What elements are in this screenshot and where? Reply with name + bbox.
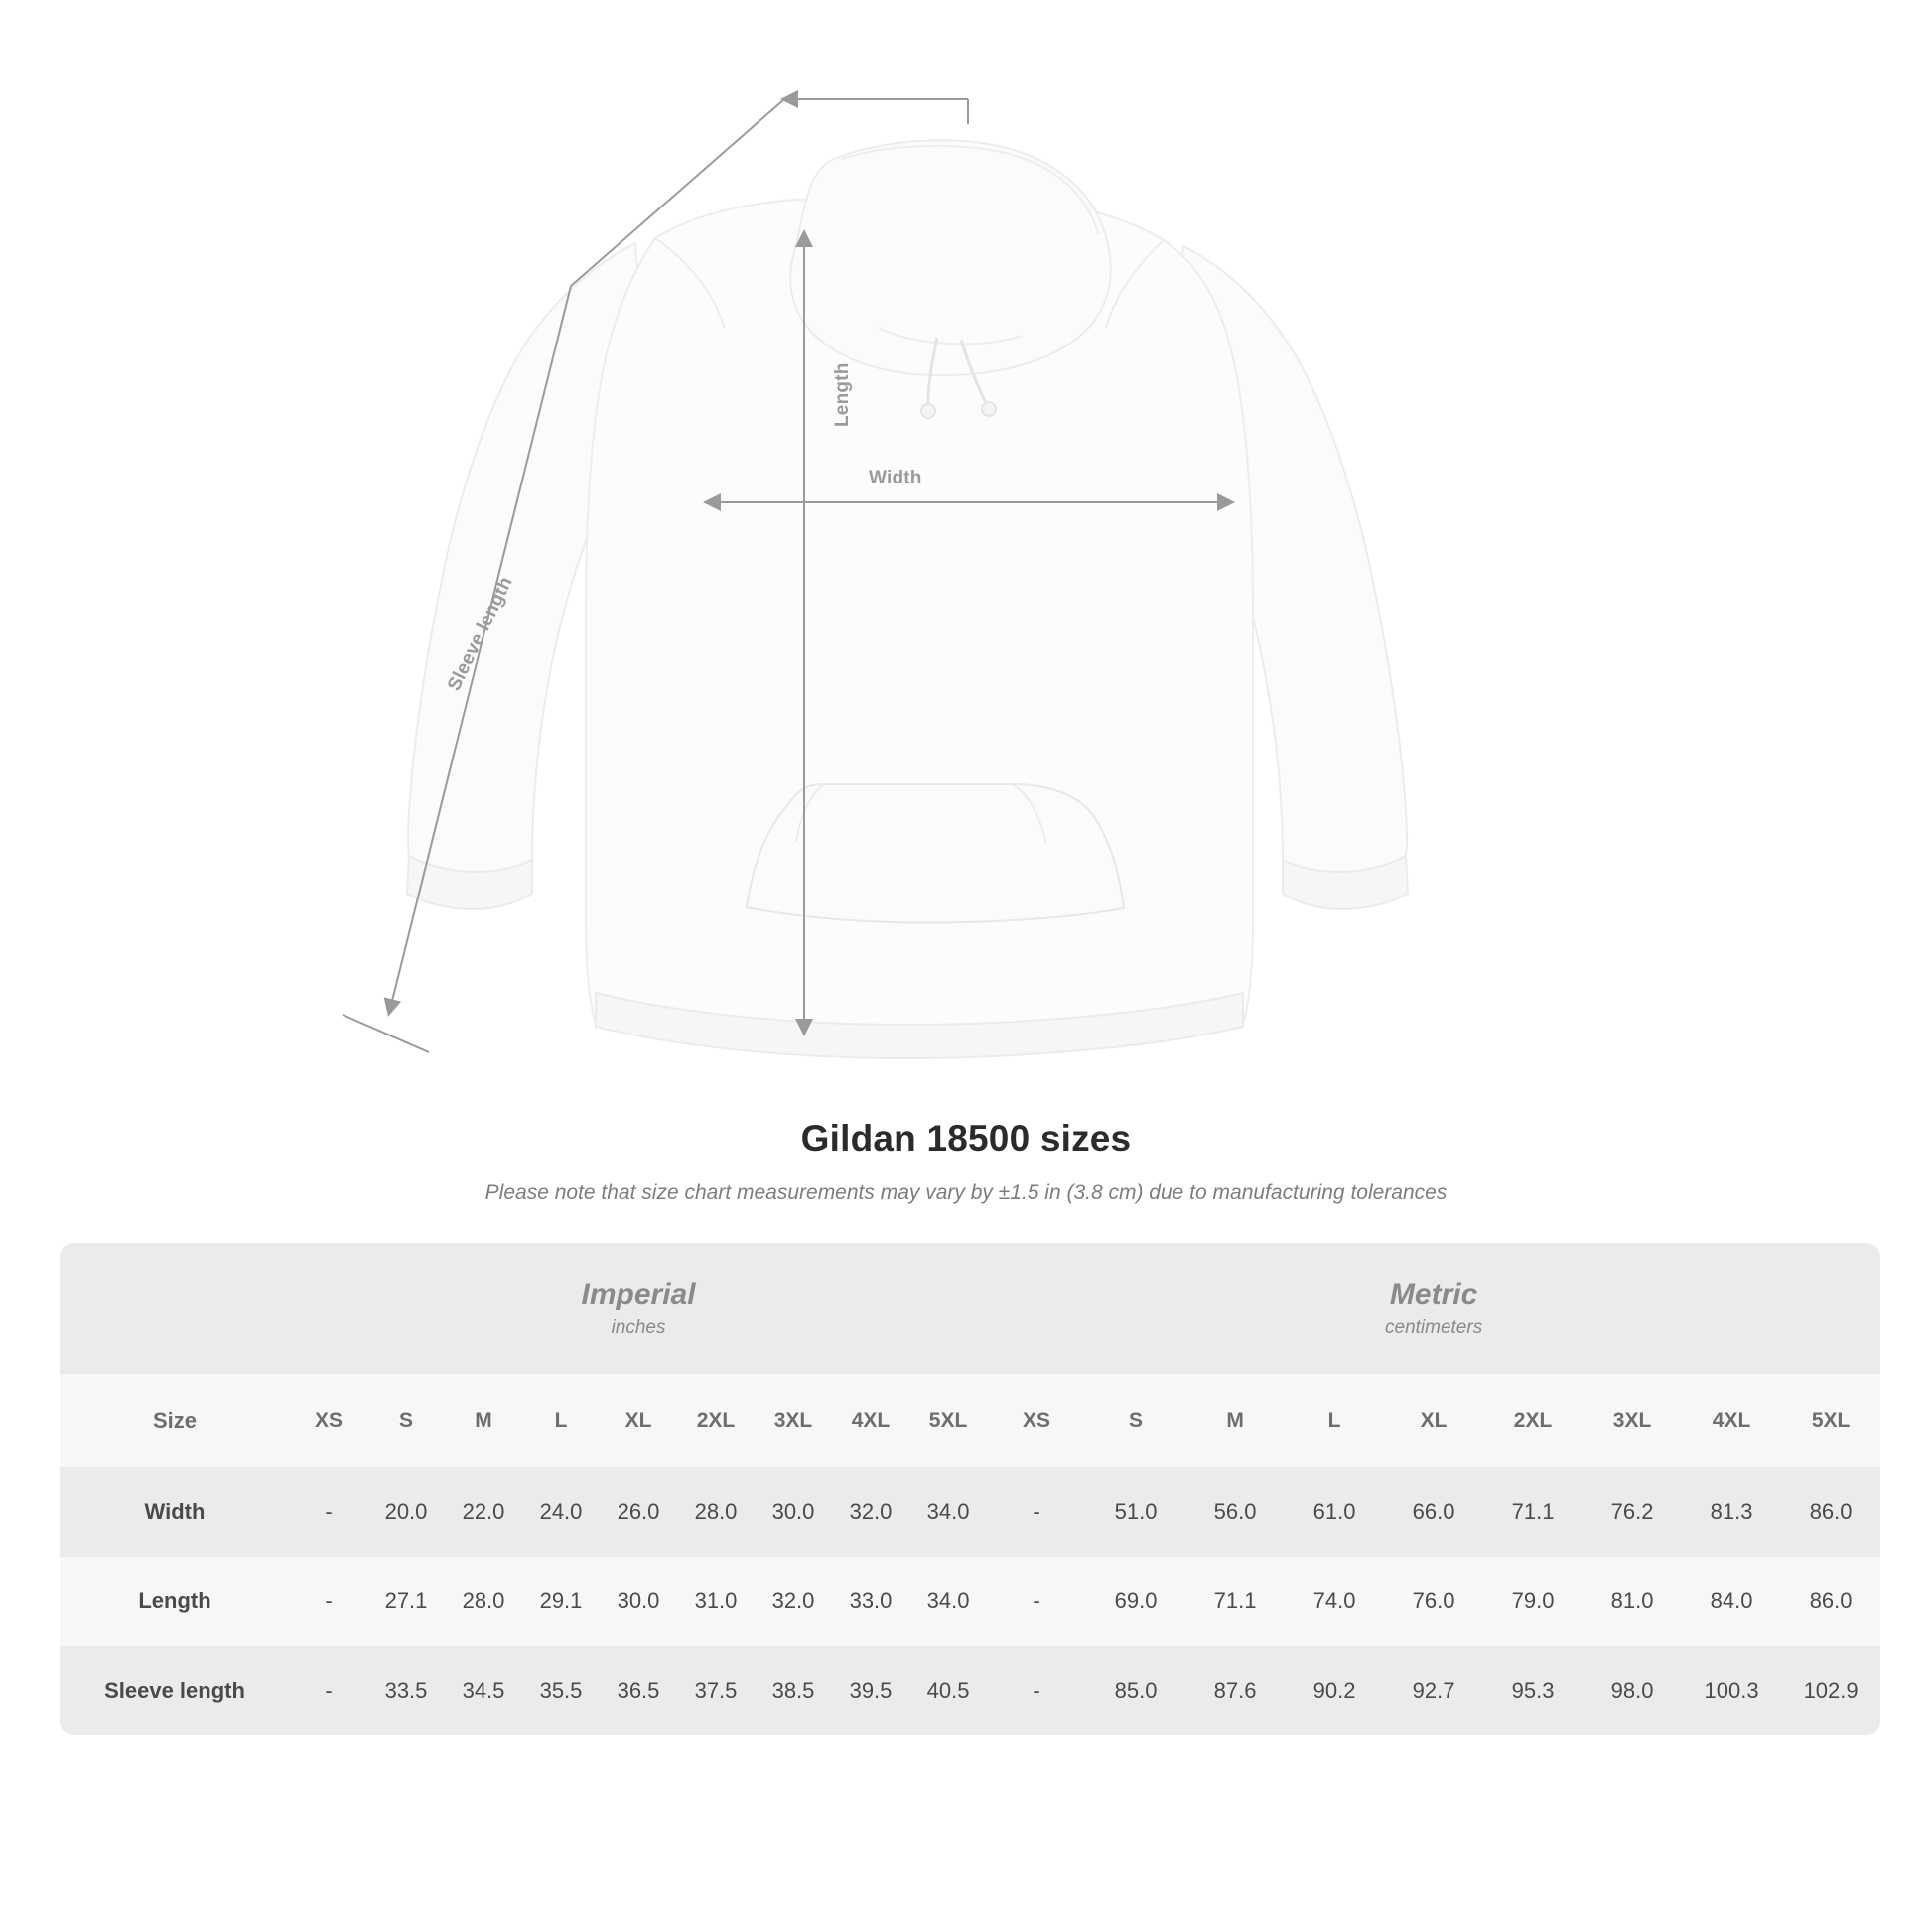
- cell-sleeve-imperial-s: 33.5: [367, 1646, 445, 1735]
- header-imperial-xs: XS: [290, 1374, 367, 1467]
- header-metric-xl: XL: [1384, 1374, 1483, 1467]
- page-subtitle: Please note that size chart measurements may vary by ±1.5 in (3.8 cm) due to manufacturing tolerances: [484, 1181, 1448, 1204]
- cell-length-imperial-2xl: 31.0: [677, 1557, 755, 1646]
- cell-length-imperial-l: 29.1: [522, 1557, 600, 1646]
- cell-length-imperial-s: 27.1: [367, 1557, 445, 1646]
- header-imperial-l: L: [522, 1374, 600, 1467]
- cell-sleeve-metric-5xl: 102.9: [1781, 1646, 1880, 1735]
- cell-length-metric-5xl: 86.0: [1781, 1557, 1880, 1646]
- cell-length-metric-xl: 76.0: [1384, 1557, 1483, 1646]
- sleeve-length-dimension-label: Sleeve length: [444, 573, 517, 695]
- header-imperial-2xl: 2XL: [677, 1374, 755, 1467]
- cell-width-imperial-2xl: 28.0: [677, 1467, 755, 1557]
- group-header-metric: [987, 1243, 1880, 1374]
- size-table-wrapper: [60, 1243, 1872, 1735]
- cell-width-imperial-l: 24.0: [522, 1467, 600, 1557]
- cell-sleeve-imperial-m: 34.5: [445, 1646, 522, 1735]
- page-title: Gildan 18500 sizes: [800, 1118, 1132, 1159]
- header-imperial-4xl: 4XL: [832, 1374, 909, 1467]
- width-dimension-label: Width: [869, 468, 922, 488]
- header-metric-3xl: 3XL: [1583, 1374, 1682, 1467]
- header-size: Size: [60, 1374, 290, 1467]
- cell-width-metric-s: 51.0: [1086, 1467, 1185, 1557]
- header-imperial-3xl: 3XL: [755, 1374, 832, 1467]
- cell-width-metric-2xl: 71.1: [1483, 1467, 1583, 1557]
- hoodie-shape: [407, 140, 1408, 1058]
- cell-length-imperial-xs: -: [290, 1557, 367, 1646]
- table-group-header-row: [60, 1243, 1880, 1374]
- table-row: [60, 1557, 1880, 1646]
- cell-sleeve-imperial-4xl: 39.5: [832, 1646, 909, 1735]
- cell-length-metric-m: 71.1: [1185, 1557, 1285, 1646]
- cell-sleeve-metric-3xl: 98.0: [1583, 1646, 1682, 1735]
- cell-length-imperial-5xl: 34.0: [909, 1557, 987, 1646]
- row-label-length: Length: [60, 1557, 290, 1646]
- cell-width-metric-4xl: 81.3: [1682, 1467, 1781, 1557]
- length-dimension-label: Length: [832, 362, 853, 427]
- cell-width-imperial-m: 22.0: [445, 1467, 522, 1557]
- cell-width-metric-3xl: 76.2: [1583, 1467, 1682, 1557]
- size-table: [60, 1243, 1880, 1735]
- cell-width-imperial-xs: -: [290, 1467, 367, 1557]
- header-metric-s: S: [1086, 1374, 1185, 1467]
- cell-width-imperial-xl: 26.0: [600, 1467, 677, 1557]
- cell-length-imperial-4xl: 33.0: [832, 1557, 909, 1646]
- group-unit-metric: centimeters: [1385, 1317, 1483, 1339]
- cell-sleeve-metric-4xl: 100.3: [1682, 1646, 1781, 1735]
- cell-width-imperial-4xl: 32.0: [832, 1467, 909, 1557]
- cell-width-imperial-5xl: 34.0: [909, 1467, 987, 1557]
- cell-length-metric-3xl: 81.0: [1583, 1557, 1682, 1646]
- header-imperial-5xl: 5XL: [909, 1374, 987, 1467]
- cell-length-imperial-m: 28.0: [445, 1557, 522, 1646]
- cell-sleeve-metric-xs: -: [987, 1646, 1086, 1735]
- cell-sleeve-imperial-5xl: 40.5: [909, 1646, 987, 1735]
- table-row: [60, 1646, 1880, 1735]
- cell-width-metric-xl: 66.0: [1384, 1467, 1483, 1557]
- title-block: [0, 1118, 1932, 1205]
- cell-sleeve-imperial-xl: 36.5: [600, 1646, 677, 1735]
- group-title-imperial: Imperial: [581, 1277, 696, 1311]
- table-row: [60, 1467, 1880, 1557]
- header-imperial-xl: XL: [600, 1374, 677, 1467]
- cell-width-metric-xs: -: [987, 1467, 1086, 1557]
- cell-sleeve-imperial-2xl: 37.5: [677, 1646, 755, 1735]
- cell-sleeve-imperial-l: 35.5: [522, 1646, 600, 1735]
- cell-length-metric-xs: -: [987, 1557, 1086, 1646]
- cell-length-metric-l: 74.0: [1285, 1557, 1384, 1646]
- header-metric-l: L: [1285, 1374, 1384, 1467]
- cell-length-imperial-xl: 30.0: [600, 1557, 677, 1646]
- table-header-row: [60, 1374, 1880, 1467]
- cell-sleeve-imperial-xs: -: [290, 1646, 367, 1735]
- cell-length-metric-s: 69.0: [1086, 1557, 1185, 1646]
- header-metric-5xl: 5XL: [1781, 1374, 1880, 1467]
- header-imperial-s: S: [367, 1374, 445, 1467]
- cell-width-metric-m: 56.0: [1185, 1467, 1285, 1557]
- header-metric-4xl: 4XL: [1682, 1374, 1781, 1467]
- header-metric-m: M: [1185, 1374, 1285, 1467]
- row-label-sleeve-length: Sleeve length: [60, 1646, 290, 1735]
- cell-width-imperial-s: 20.0: [367, 1467, 445, 1557]
- cell-length-metric-2xl: 79.0: [1483, 1557, 1583, 1646]
- cell-sleeve-metric-2xl: 95.3: [1483, 1646, 1583, 1735]
- row-label-width: Width: [60, 1467, 290, 1557]
- cell-width-metric-l: 61.0: [1285, 1467, 1384, 1557]
- cell-sleeve-metric-xl: 92.7: [1384, 1646, 1483, 1735]
- cell-length-imperial-3xl: 32.0: [755, 1557, 832, 1646]
- group-header-imperial: [290, 1243, 987, 1374]
- cell-width-metric-5xl: 86.0: [1781, 1467, 1880, 1557]
- header-metric-2xl: 2XL: [1483, 1374, 1583, 1467]
- header-metric-xs: XS: [987, 1374, 1086, 1467]
- group-header-spacer: [60, 1243, 290, 1374]
- cell-sleeve-metric-s: 85.0: [1086, 1646, 1185, 1735]
- header-imperial-m: M: [445, 1374, 522, 1467]
- group-title-metric: Metric: [1389, 1277, 1478, 1311]
- cell-sleeve-metric-m: 87.6: [1185, 1646, 1285, 1735]
- cell-width-imperial-3xl: 30.0: [755, 1467, 832, 1557]
- cell-sleeve-imperial-3xl: 38.5: [755, 1646, 832, 1735]
- group-unit-imperial: inches: [611, 1317, 666, 1339]
- cell-length-metric-4xl: 84.0: [1682, 1557, 1781, 1646]
- cell-sleeve-metric-l: 90.2: [1285, 1646, 1384, 1735]
